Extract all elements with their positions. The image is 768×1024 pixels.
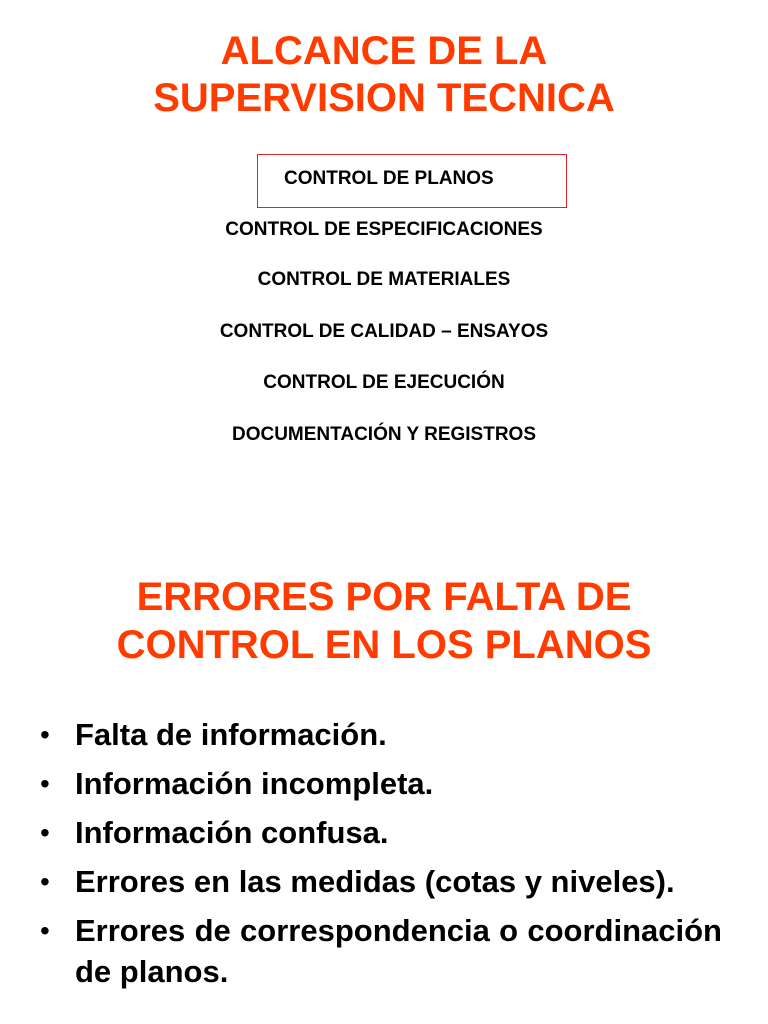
list-item xyxy=(40,812,722,853)
errors-list xyxy=(40,714,722,1000)
title-line: CONTROL EN LOS PLANOS xyxy=(116,623,652,667)
scope-item-ejecucion: CONTROL DE EJECUCIÓN xyxy=(263,372,505,393)
title-line: SUPERVISION TECNICA xyxy=(153,76,615,120)
list-item xyxy=(40,763,722,804)
list-item-text: Información confusa. xyxy=(75,815,389,850)
title-line: ALCANCE DE LA xyxy=(220,29,548,73)
slide-title xyxy=(0,28,768,122)
bullet-icon: • xyxy=(40,866,50,897)
bullet-icon: • xyxy=(40,915,50,946)
bullet-icon: • xyxy=(40,817,50,848)
list-item-text: Falta de información. xyxy=(75,717,387,752)
bullet-icon: • xyxy=(40,719,50,750)
list-item xyxy=(40,910,722,992)
scope-item-especificaciones: CONTROL DE ESPECIFICACIONES xyxy=(225,219,543,240)
scope-item-documentacion: DOCUMENTACIÓN Y REGISTROS xyxy=(231,424,537,445)
list-item-text: Errores en las medidas (cotas y niveles). xyxy=(75,864,675,899)
scope-item-materiales: CONTROL DE MATERIALES xyxy=(257,269,511,290)
list-item-text: Información incompleta. xyxy=(75,766,434,801)
title-line: ERRORES POR FALTA DE xyxy=(136,575,632,619)
scope-item-control-de-planos: CONTROL DE PLANOS xyxy=(257,154,567,208)
scope-item-calidad-ensayos: CONTROL DE CALIDAD – ENSAYOS xyxy=(219,321,549,342)
list-item xyxy=(40,714,722,755)
list-item xyxy=(40,861,722,902)
list-item-text: Errores de correspondencia o coordinación de planos. xyxy=(75,913,722,989)
section-title xyxy=(0,573,768,669)
bullet-icon: • xyxy=(40,768,50,799)
